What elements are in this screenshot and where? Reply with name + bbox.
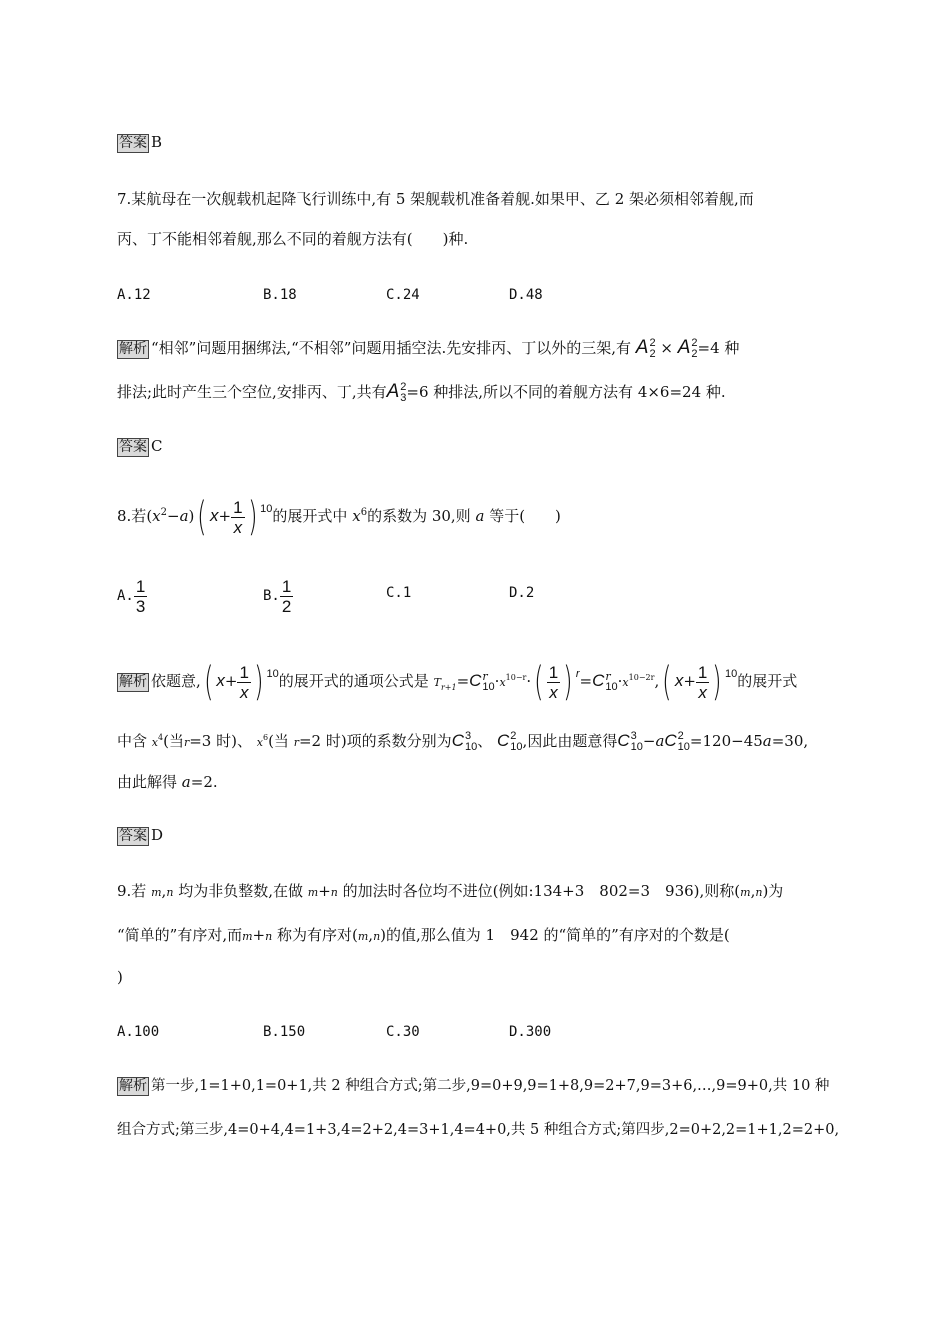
q8-stem-suffix-b: 的系数为 30,则 <box>367 507 471 525</box>
q8-stem-suffix-a: 的展开式中 <box>272 507 348 525</box>
q7-analysis-text1a: “相邻”问题用捆绑法,“不相邻”问题用插空法.先安排丙、丁以外的三架,有 <box>151 339 631 357</box>
analysis-tag: 解析 <box>119 674 147 690</box>
q8-option-a: A. $\frac{1}{3}$ <box>117 576 146 616</box>
q7-option-b: B.18 <box>263 287 297 303</box>
q9-analysis-line1 <box>117 1075 829 1097</box>
math-a22-times-a22: A 2 2 × A 2 2 <box>635 337 698 360</box>
math-a32: A 2 3 <box>386 381 407 404</box>
math-binomial: ( x+ $\frac{1}{x}$ ) 10 <box>197 494 273 540</box>
q8-analysis-text1c: 的展开式 <box>737 672 798 690</box>
answer-tag: 答案 <box>119 135 147 151</box>
q8-answer: D <box>151 826 164 844</box>
q9-analysis-line2: 组合方式;第三步,4=0+4,4=1+3,4=2+2,4=3+1,4=4+0,共 5 种组合方式;第四步,2=0+2,2=1+1,2=2+0, <box>117 1122 840 1138</box>
q8-option-b: B. $\frac{1}{2}$ <box>263 576 292 616</box>
q8-analysis-text1b: 的展开式的通项公式是 <box>278 672 429 690</box>
q7-analysis-text1b: =4 种 <box>697 339 740 357</box>
q9-option-c: C.30 <box>386 1024 420 1040</box>
q8-option-c: C.1 <box>386 585 412 601</box>
q6-answer: B <box>151 133 163 151</box>
analysis-tag: 解析 <box>119 341 147 357</box>
q8-stem-prefix: 8.若 <box>117 507 147 525</box>
q9-stem-line1: 9.若 m,n 均为非负整数,在做 m+n 的加法时各位均不进位(例如:134+3 802=3 936),则称(m,n)为 <box>117 882 784 900</box>
q7-analysis-text2a: 排法;此时产生三个空位,安排丙、丁,共有 <box>117 383 387 401</box>
math-x2-minus-a: $(x^2-a)$ <box>146 507 195 525</box>
q7-stem-line2: 丙、丁不能相邻着舰,那么不同的着舰方法有( )种. <box>117 230 469 248</box>
q8-stem: 8.若$(x^2-a)$( x+ $\frac{1}{x}$ ) 10的展开式中 $x^6$的系数为 30,则 a 等于( ) <box>117 494 561 540</box>
q7-option-d: D.48 <box>509 287 543 303</box>
q8-option-d: D.2 <box>509 585 535 601</box>
q9-analysis-text1: 第一步,1=1+0,1=0+1,共 2 种组合方式;第二步,9=0+9,9=1+8,9=2+7,9=3+6,…,9=9+0,共 10 种 <box>151 1078 830 1094</box>
q9-stem-line2: “简单的”有序对,而m+n 称为有序对(m,n)的值,那么值为 1 942 的“简单的”有序对的个数是( <box>117 926 730 944</box>
q7-analysis-line1 <box>117 337 739 360</box>
q7-answer: C <box>151 437 163 455</box>
q7-stem-line1: 7.某航母在一次舰载机起降飞行训练中,有 5 架舰载机准备着舰.如果甲、乙 2 架必须相邻着舰,而 <box>117 190 754 208</box>
q6-answer-line <box>117 131 162 153</box>
q7-analysis-line2 <box>117 381 726 404</box>
q7-option-c: C.24 <box>386 287 420 303</box>
q8-analysis-line1: 解析 依题意,( x+ $\frac{1}{x}$ ) 10的展开式的通项公式是 $T_{r+1}=C$ r 10 $\cdot x^{10-r}\cdot$( $\frac{1}{x}$ ) r=C r 10 $\cdot x^{10-2r}$,( x+ $\frac{1}{x}$ ) 10的展开式 <box>119 659 798 705</box>
q7-option-a: A.12 <box>117 287 151 303</box>
q9-option-a: A.100 <box>117 1024 160 1040</box>
q8-stem-suffix-c: 等于( ) <box>489 507 561 525</box>
q9-option-b: B.150 <box>263 1024 306 1040</box>
q8-analysis-line2: 中含 $x^4$(当r=3 时)、 $x^6$(当 r=2 时)项的系数分别为C 3 10 、 C 2 10 ,因此由题意得C 3 10 −aC 2 10 =120−45a=30, <box>117 730 809 753</box>
answer-tag: 答案 <box>119 828 147 844</box>
q7-answer-line <box>117 435 162 457</box>
q8-analysis-line3: 由此解得 a=2. <box>117 773 218 791</box>
answer-tag: 答案 <box>119 439 147 455</box>
math-binomial: ( x+ $\frac{1}{x}$ ) 10 <box>203 659 279 705</box>
analysis-tag: 解析 <box>119 1078 147 1094</box>
q9-stem-line3: ) <box>117 968 123 986</box>
q8-analysis-text1a: 依题意, <box>151 672 201 690</box>
q7-analysis-text2b: =6 种排法,所以不同的着舰方法有 4×6=24 种. <box>406 383 726 401</box>
q8-answer-line <box>117 824 163 846</box>
q9-option-d: D.300 <box>509 1024 552 1040</box>
